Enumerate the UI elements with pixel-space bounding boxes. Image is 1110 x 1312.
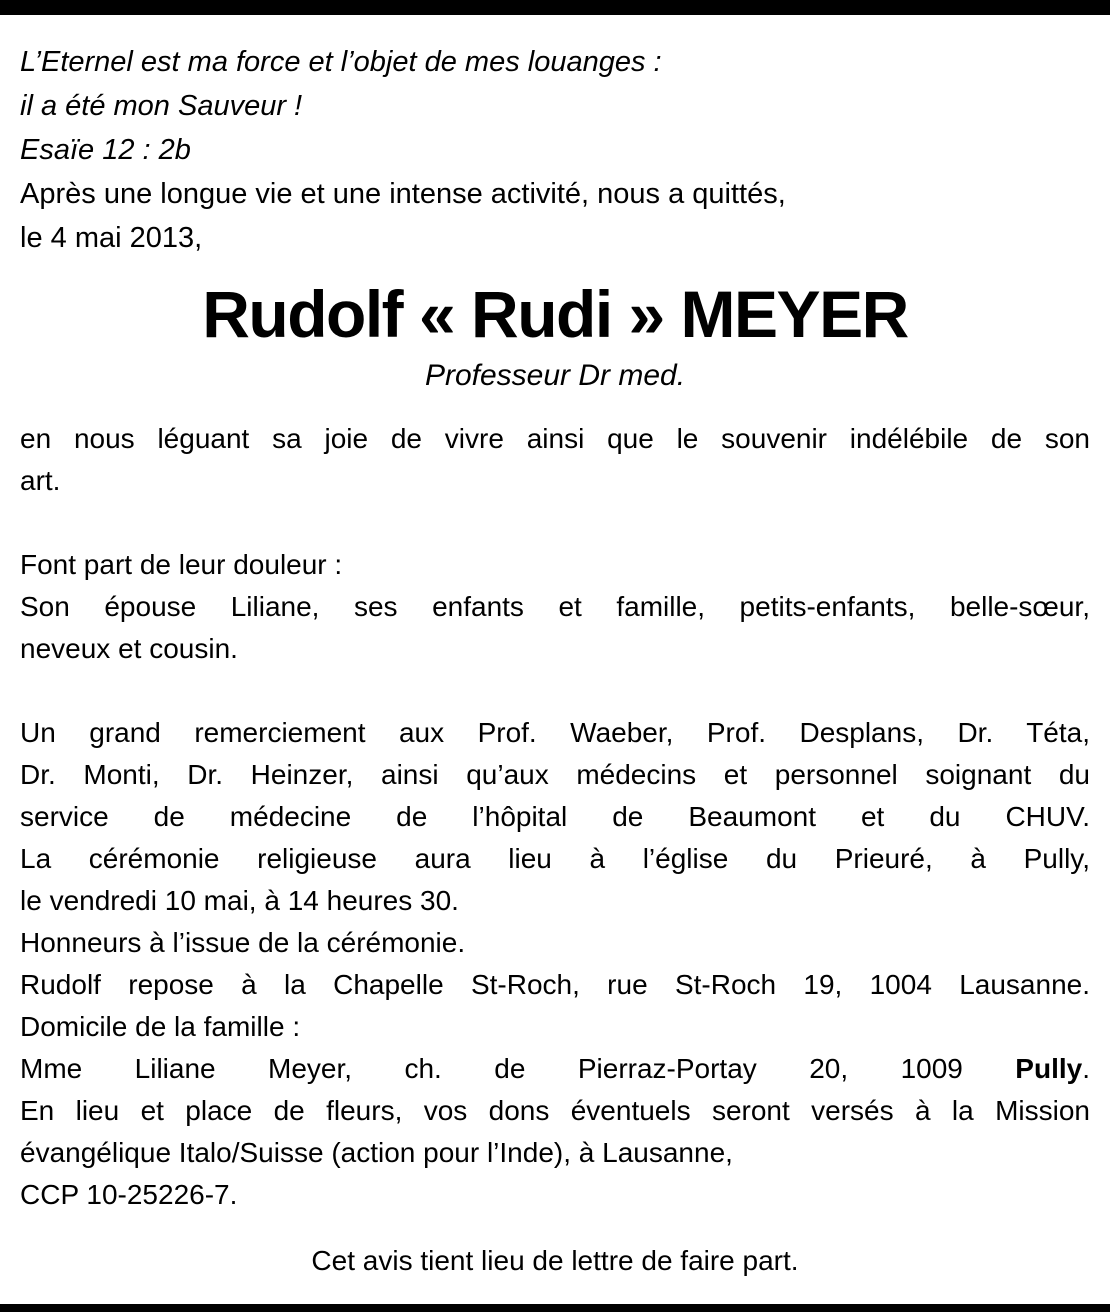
obituary-content xyxy=(0,40,1110,1282)
bottom-rule xyxy=(0,1304,1110,1312)
details-line-7: Rudolf repose à la Chapelle St-Roch, rue St-Roch 19, 1004 Lausanne. xyxy=(20,969,1090,1000)
closing-line: Cet avis tient lieu de lettre de faire part. xyxy=(311,1245,799,1276)
announcement-line-2: le 4 mai 2013, xyxy=(20,222,203,254)
top-rule xyxy=(0,0,1110,15)
details-line-11: évangélique Italo/Suisse (action pour l’Inde), à Lausanne, xyxy=(20,1137,733,1168)
announcement xyxy=(20,172,1090,260)
legacy-line-2: art. xyxy=(20,465,61,496)
deceased-name: Rudolf « Rudi » MEYER xyxy=(202,277,908,351)
epigraph-source: Esaïe 12 : 2b xyxy=(20,134,191,166)
legacy-line-1: en nous léguant sa joie de vivre ainsi que le souvenir indélébile de son xyxy=(20,423,1090,454)
details-line-9-prefix: Mme Liliane Meyer, ch. de Pierraz-Portay 20, 1009 xyxy=(20,1053,1016,1084)
details-line-9-suffix: . xyxy=(1082,1053,1090,1084)
details-line-9-bold-locality: Pully xyxy=(1015,1053,1083,1084)
details-line-3: service de médecine de l’hôpital de Beaumont et du CHUV. xyxy=(20,801,1090,832)
details-line-9 xyxy=(20,1048,1090,1090)
details-line-1: Un grand remerciement aux Prof. Waeber, Prof. Desplans, Dr. Téta, xyxy=(20,717,1090,748)
family-line-1: Font part de leur douleur : xyxy=(20,549,343,580)
deceased-title: Professeur Dr med. xyxy=(424,359,686,392)
details-line-12: CCP 10-25226-7. xyxy=(20,1179,238,1210)
details-line-10: En lieu et place de fleurs, vos dons éventuels seront versés à la Mission xyxy=(20,1095,1090,1126)
details-line-2: Dr. Monti, Dr. Heinzer, ainsi qu’aux médecins et personnel soignant du xyxy=(20,759,1090,790)
paragraph-family xyxy=(20,544,1090,670)
details-line-8: Domicile de la famille : xyxy=(20,1011,301,1042)
details-line-5: le vendredi 10 mai, à 14 heures 30. xyxy=(20,885,459,916)
family-line-3: neveux et cousin. xyxy=(20,633,238,664)
epigraph xyxy=(20,40,1090,172)
announcement-line-1: Après une longue vie et une intense activité, nous a quittés, xyxy=(20,178,786,210)
paragraph-details xyxy=(20,712,1090,1216)
epigraph-line-1: L’Eternel est ma force et l’objet de mes louanges : xyxy=(20,46,662,78)
epigraph-line-2: il a été mon Sauveur ! xyxy=(20,90,303,122)
paragraph-legacy xyxy=(20,418,1090,502)
details-line-4: La cérémonie religieuse aura lieu à l’église du Prieuré, à Pully, xyxy=(20,843,1090,874)
family-line-2: Son épouse Liliane, ses enfants et famille, petits-enfants, belle-sœur, xyxy=(20,591,1090,622)
details-line-6: Honneurs à l’issue de la cérémonie. xyxy=(20,927,466,958)
